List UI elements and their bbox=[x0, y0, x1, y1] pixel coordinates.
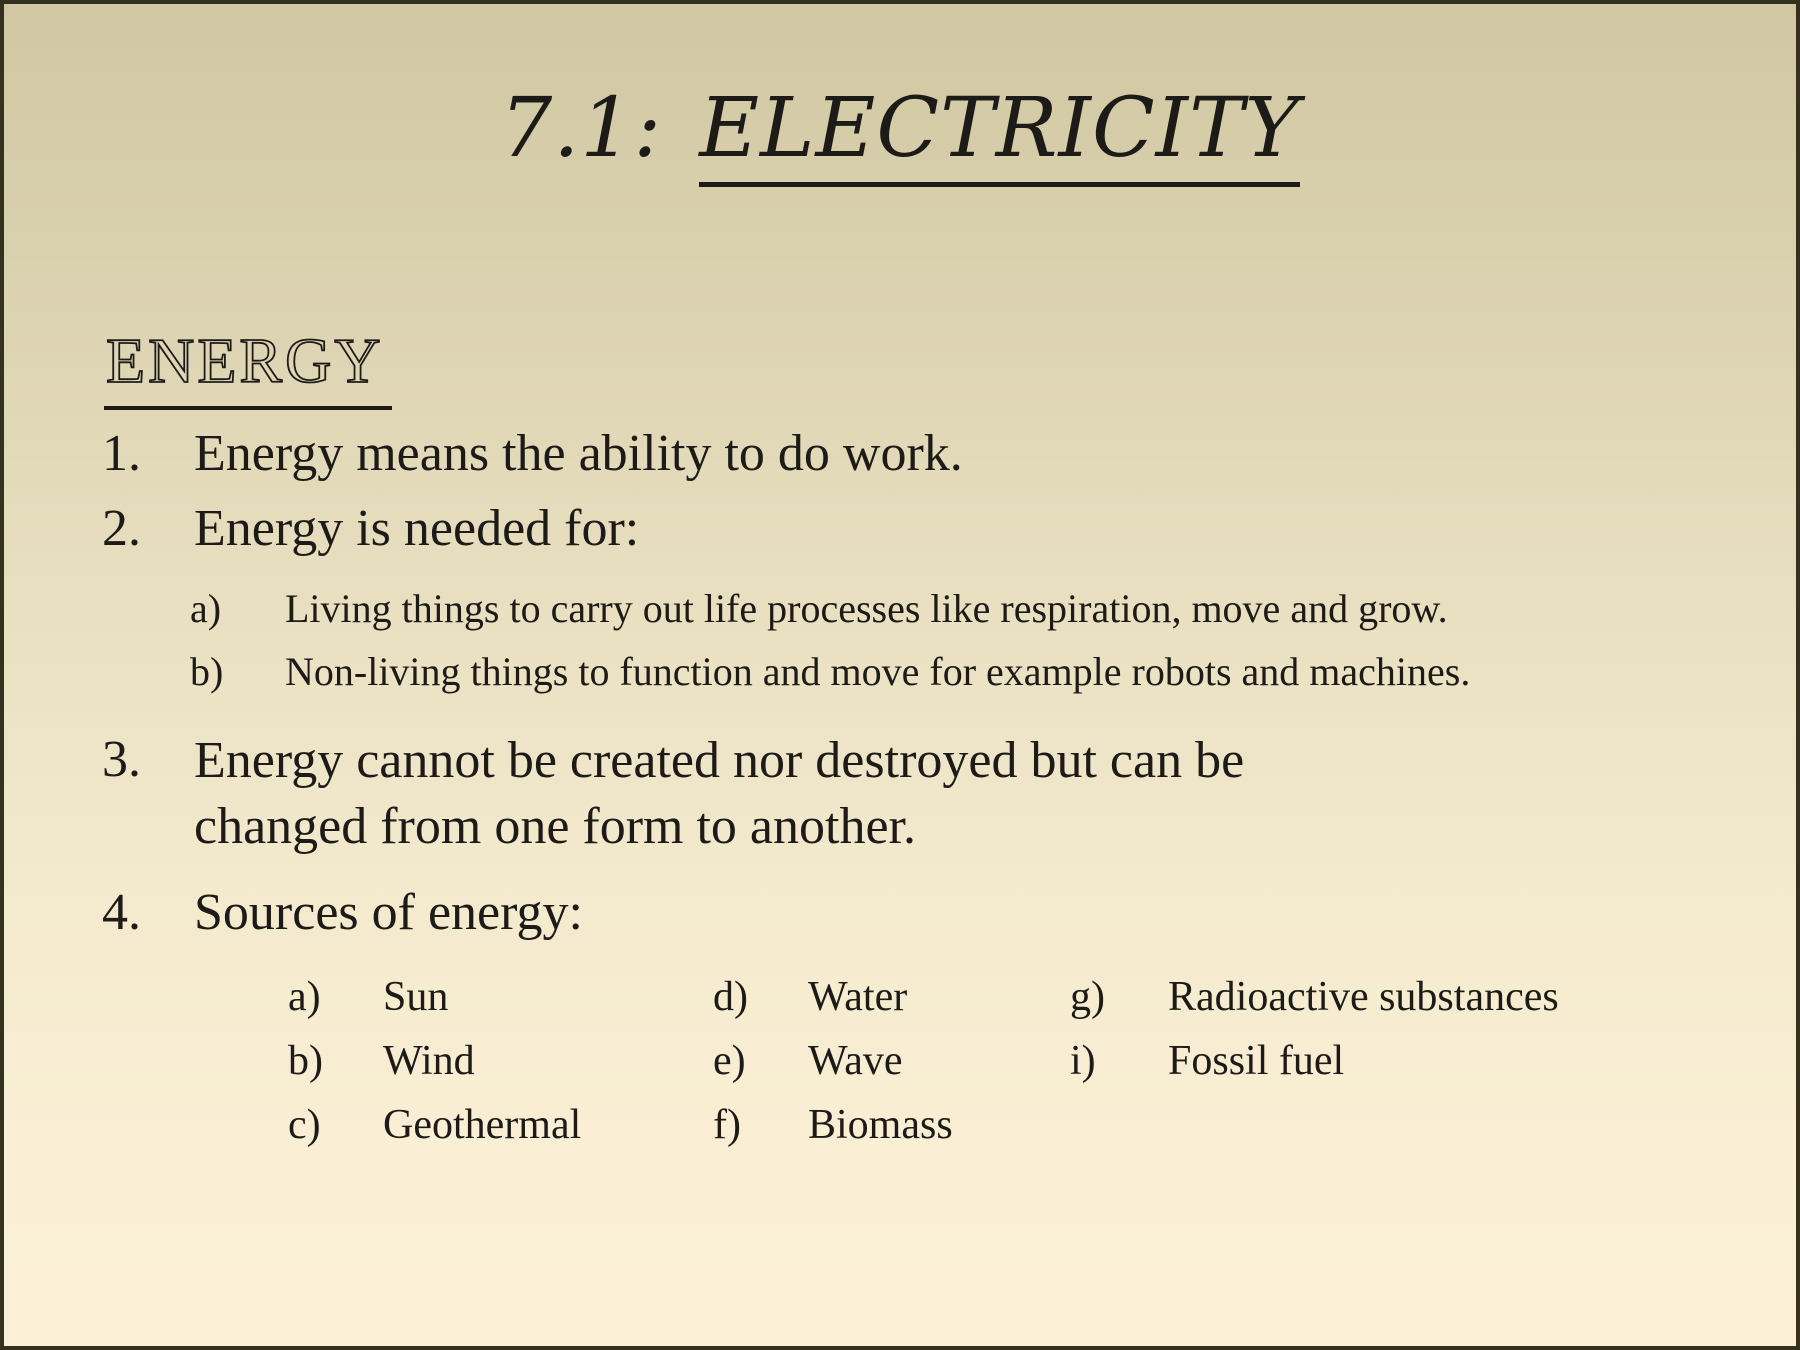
sub-item-label: a) bbox=[190, 586, 222, 631]
list-item bbox=[102, 881, 1756, 945]
source-name: Radioactive substances bbox=[1168, 974, 1559, 1020]
sub-item bbox=[190, 583, 1756, 635]
item-text: Energy is needed for: bbox=[194, 500, 640, 557]
sources-row bbox=[288, 965, 1756, 1029]
section-heading: ENERGY bbox=[104, 324, 392, 410]
list-item bbox=[102, 497, 1756, 561]
sub-item-text: Non-living things to function and move for example robots and machines. bbox=[285, 649, 1471, 694]
source-label: d) bbox=[713, 974, 748, 1020]
sub-item-label: b) bbox=[190, 649, 224, 694]
item-number: 2. bbox=[102, 500, 141, 557]
item-text: Energy cannot be created nor destroyed but can be changed from one form to another. bbox=[194, 732, 1245, 855]
source-name: Water bbox=[808, 974, 908, 1020]
source-name: Fossil fuel bbox=[1168, 1038, 1345, 1084]
list-item bbox=[102, 728, 1756, 860]
list-item bbox=[102, 422, 1756, 486]
item-text: Sources of energy: bbox=[194, 884, 583, 941]
source-label: c) bbox=[288, 1102, 321, 1148]
sources-row bbox=[288, 1093, 1756, 1157]
item-number: 3. bbox=[102, 731, 141, 788]
source-name: Sun bbox=[383, 974, 449, 1020]
source-label: i) bbox=[1070, 1038, 1096, 1084]
source-label: e) bbox=[713, 1038, 746, 1084]
source-label: a) bbox=[288, 974, 321, 1020]
sub-item-text: Living things to carry out life processes like respiration, move and grow. bbox=[285, 586, 1448, 631]
sources-row bbox=[288, 1029, 1756, 1093]
title-prefix: 7.1: bbox=[500, 81, 663, 176]
source-label: b) bbox=[288, 1038, 323, 1084]
source-name: Wave bbox=[808, 1038, 903, 1084]
source-name: Biomass bbox=[808, 1102, 953, 1148]
source-name: Geothermal bbox=[383, 1102, 582, 1148]
sub-item bbox=[190, 646, 1756, 698]
energy-list bbox=[4, 422, 1796, 1157]
item-number: 1. bbox=[102, 425, 141, 482]
source-label: g) bbox=[1070, 974, 1105, 1020]
source-name: Wind bbox=[383, 1038, 475, 1084]
item-number: 4. bbox=[102, 884, 141, 941]
item-text: Energy means the ability to do work. bbox=[194, 425, 963, 482]
energy-sources-grid bbox=[288, 965, 1756, 1157]
title-main: ELECTRICITY bbox=[699, 81, 1300, 187]
section-heading-wrap bbox=[104, 324, 1796, 410]
source-label: f) bbox=[713, 1102, 741, 1148]
needed-for-sublist bbox=[190, 583, 1756, 698]
slide-title bbox=[4, 74, 1796, 184]
